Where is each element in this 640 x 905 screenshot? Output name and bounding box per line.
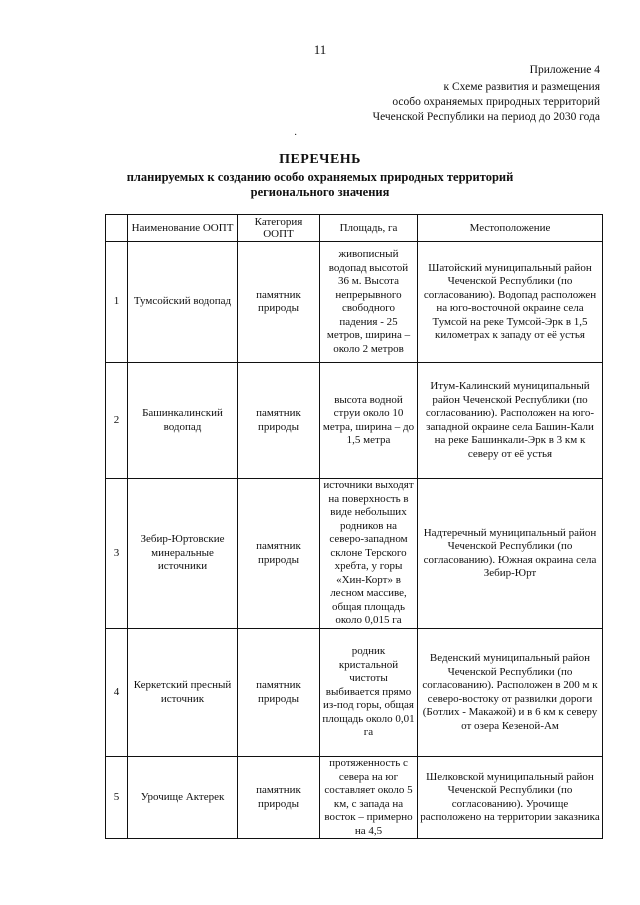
document-subtitle [95,170,545,200]
row-area: высота водной струи около 10 метра, ширина – до 1,5 метра [320,363,418,479]
subtitle-line: регионального значения [250,185,390,199]
row-number: 2 [106,363,128,479]
appendix-line: особо охраняемых природных территорий [392,96,600,108]
row-name: Зебир-Юртовские минеральные источники [128,479,238,629]
table-header-row [106,215,603,242]
header-name: Наименование ООПТ [128,215,238,242]
appendix-block [280,63,600,125]
row-location: Шелковской муниципальный район Чеченской Республики (по согласованию). Урочище расположено на территории заказника [418,757,603,839]
row-area: живописный водопад высотой 36 м. Высота непрерывного свободного падения - 25 метров, ширина – около 2 метров [320,242,418,363]
header-location: Местоположение [418,215,603,242]
header-category: Категория ООПТ [238,215,320,242]
row-area: источники выходят на поверхность в виде небольших родников на северо-западном склоне Терского хребта, у горы «Хин-Корт» в лесном массиве, общая площадь около 0,015 га [320,479,418,629]
row-location: Итум-Калинский муниципальный район Чеченской Республики (по согласованию). Расположен на юго-западной окраине села Башин-Кали на реке Башинкали-Эрк в 3 км к северу от её устья [418,363,603,479]
row-number: 1 [106,242,128,363]
header-area: Площадь, га [320,215,418,242]
appendix-line: к Схеме развития и размещения [443,81,600,93]
subtitle-line: планируемых к созданию особо охраняемых природных территорий [126,170,514,184]
row-category: памятник природы [238,363,320,479]
table-row [106,629,603,757]
row-category: памятник природы [238,242,320,363]
row-number: 4 [106,629,128,757]
row-location: Надтеречный муниципальный район Чеченской Республики (по согласованию). Южная окраина села Зебир-Юрт [418,479,603,629]
protected-areas-table [105,214,603,839]
row-category: памятник природы [238,757,320,839]
appendix-line: Чеченской Республики на период до 2030 года [372,111,600,123]
table-row [106,479,603,629]
row-location: Веденский муниципальный район Чеченской Республики (по согласованию). Расположен в 200 м к северо-востоку от развилки дороги (Ботлих - Макажой) и в 6 км к северу от озера Кезеной-Ам [418,629,603,757]
document-title: ПЕРЕЧЕНЬ [279,152,361,167]
row-name: Керкетский пресный источник [128,629,238,757]
row-name: Башинкалинский водопад [128,363,238,479]
row-number: 5 [106,757,128,839]
row-name: Тумсойский водопад [128,242,238,363]
header-num [106,215,128,242]
row-name: Урочище Актерек [128,757,238,839]
row-category: памятник природы [238,479,320,629]
page-number: 11 [313,42,327,57]
appendix-label: Приложение 4 [529,64,600,76]
row-area: протяженность с севера на юг составляет около 5 км, с запада на восток – примерно на 4,5 [320,757,418,839]
row-number: 3 [106,479,128,629]
table-row [106,363,603,479]
table-row [106,757,603,839]
table-row [106,242,603,363]
row-location: Шатойский муниципальный район Чеченской Республики (по согласованию). Водопад расположен на юго-восточной окраине села Тумсой на реке Тумсой-Эрк в 1,5 километрах к западу от её устья [418,242,603,363]
stray-mark: · [294,130,298,141]
row-area: родник кристальной чистоты выбивается прямо из-под горы, общая площадь около 0,01 га [320,629,418,757]
row-category: памятник природы [238,629,320,757]
